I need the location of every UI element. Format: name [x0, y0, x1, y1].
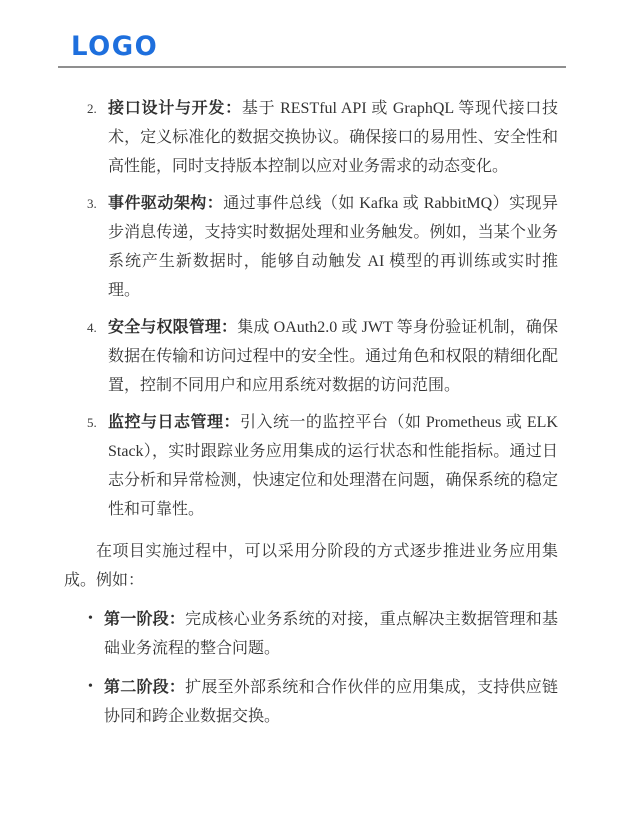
list-item-title: 监控与日志管理：: [108, 414, 240, 431]
numbered-list: [64, 94, 558, 524]
paragraph: 在项目实施过程中，可以采用分阶段的方式逐步推进业务应用集成。例如：: [64, 543, 558, 589]
list-item-text: 集成 OAuth2.0 或 JWT 等身份验证机制，确保数据在传输和访问过程中的安全性。通过角色和权限的精细化配置，控制不同用户和应用系统对数据的访问范围。: [108, 319, 558, 394]
list-number: 3.: [87, 196, 97, 211]
bullet-item-text: 完成核心业务系统的对接，重点解决主数据管理和基础业务流程的整合问题。: [104, 611, 558, 657]
list-item-title: 接口设计与开发：: [108, 100, 242, 117]
list-item-3: [64, 189, 558, 305]
list-item-5: [64, 408, 558, 524]
list-number: 4.: [87, 320, 97, 335]
bullet-item-title: 第二阶段：: [104, 679, 186, 696]
list-item-4: [64, 313, 558, 400]
bullet-item-text: 扩展至外部系统和合作伙伴的应用集成，支持供应链协同和跨企业数据交换。: [104, 679, 558, 725]
bullet-item-title: 第一阶段：: [104, 611, 186, 628]
list-item-title: 事件驱动架构：: [108, 195, 224, 212]
list-item-text: 通过事件总线（如 Kafka 或 RabbitMQ）实现异步消息传递，支持实时数据处理和业务触发。例如，当某个业务系统产生新数据时，能够自动触发 AI 模型的再训练或实时推理。: [108, 195, 558, 299]
list-number: 5.: [87, 415, 97, 430]
list-item-text: 基于 RESTful API 或 GraphQL 等现代接口技术，定义标准化的数据交换协议。确保接口的易用性、安全性和高性能，同时支持版本控制以应对业务需求的动态变化。: [108, 100, 558, 175]
logo: LOGO: [71, 31, 159, 63]
bullet-item-1: [64, 605, 558, 663]
list-item-text: 引入统一的监控平台（如 Prometheus 或 ELK Stack），实时跟踪业务应用集成的运行状态和性能指标。通过日志分析和异常检测，快速定位和处理潜在问题，确保系统的稳定性和可靠性。: [108, 414, 558, 518]
list-item-2: [64, 94, 558, 181]
bullet-item-2: [64, 673, 558, 731]
list-item-title: 安全与权限管理：: [108, 319, 238, 336]
bullet-marker: •: [88, 679, 93, 694]
bullet-list: [64, 605, 558, 731]
document-body: [64, 94, 558, 741]
bullet-marker: •: [88, 611, 93, 626]
header-divider: [58, 66, 566, 68]
list-number: 2.: [87, 101, 97, 116]
